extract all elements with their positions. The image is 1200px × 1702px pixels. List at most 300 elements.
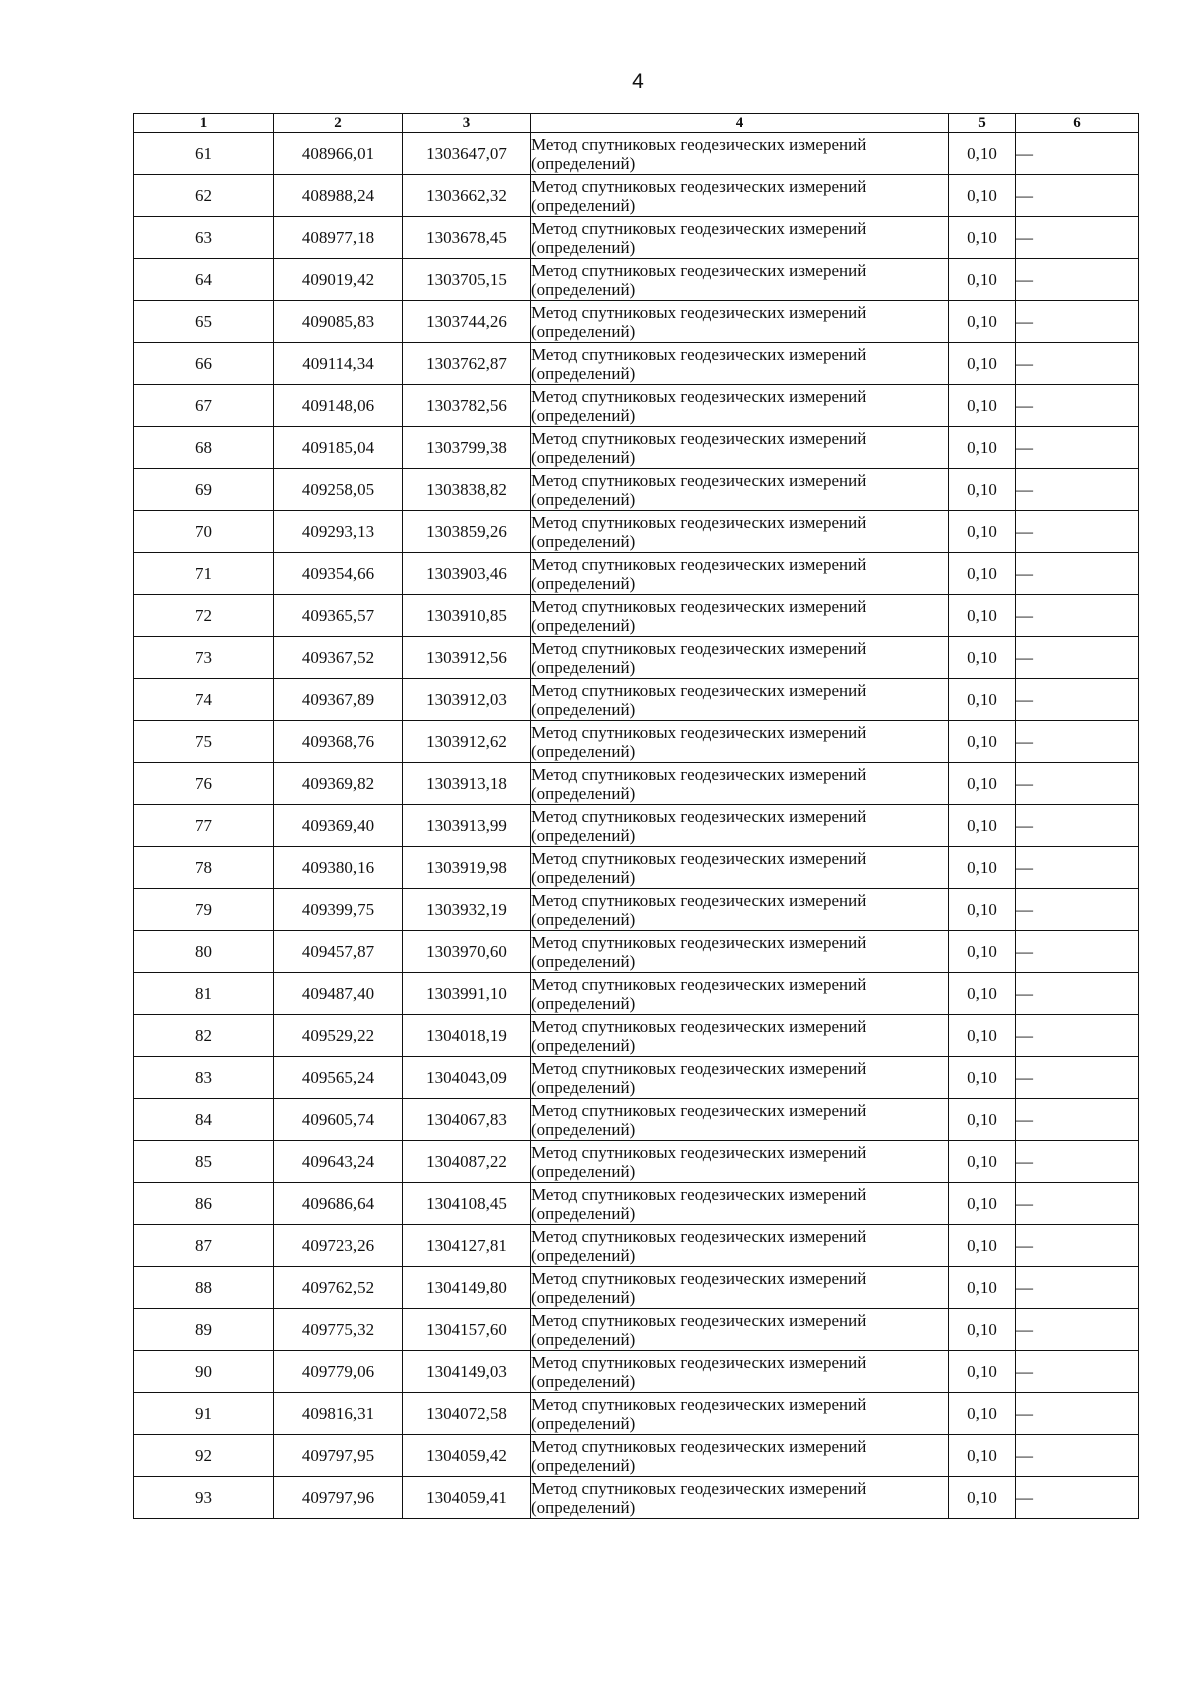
method-line: Метод спутниковых геодезических измерений — [531, 974, 867, 994]
method-cell — [531, 889, 949, 931]
x-coordinate-cell: 409529,22 — [274, 1015, 403, 1057]
note-cell: — — [1016, 637, 1139, 679]
x-coordinate-cell: 409367,52 — [274, 637, 403, 679]
accuracy-cell: 0,10 — [949, 133, 1016, 175]
y-coordinate-cell: 1303970,60 — [403, 931, 531, 973]
table-row — [134, 595, 1139, 637]
note-cell: — — [1016, 595, 1139, 637]
method-line: Метод спутниковых геодезических измерений — [531, 512, 867, 532]
note-cell: — — [1016, 763, 1139, 805]
method-line: Метод спутниковых геодезических измерений — [531, 806, 867, 826]
point-number-cell: 64 — [134, 259, 274, 301]
note-cell: — — [1016, 1477, 1139, 1519]
x-coordinate-cell: 409487,40 — [274, 973, 403, 1015]
method-cell — [531, 1309, 949, 1351]
table-row — [134, 805, 1139, 847]
y-coordinate-cell: 1304067,83 — [403, 1099, 531, 1141]
y-coordinate-cell: 1304157,60 — [403, 1309, 531, 1351]
table-row — [134, 133, 1139, 175]
method-line: (определений) — [531, 867, 636, 887]
y-coordinate-cell: 1303913,18 — [403, 763, 531, 805]
column-header-5: 5 — [949, 114, 1016, 133]
point-number-cell: 73 — [134, 637, 274, 679]
accuracy-cell: 0,10 — [949, 259, 1016, 301]
method-line: Метод спутниковых геодезических измерений — [531, 1142, 867, 1162]
y-coordinate-cell: 1303903,46 — [403, 553, 531, 595]
method-cell — [531, 385, 949, 427]
method-line: (определений) — [531, 1413, 636, 1433]
accuracy-cell: 0,10 — [949, 1225, 1016, 1267]
accuracy-cell: 0,10 — [949, 1057, 1016, 1099]
method-cell — [531, 1267, 949, 1309]
page-number: 4 — [632, 70, 644, 93]
table-row — [134, 1225, 1139, 1267]
table-row — [134, 1099, 1139, 1141]
method-cell — [531, 973, 949, 1015]
accuracy-cell: 0,10 — [949, 1099, 1016, 1141]
method-line: Метод спутниковых геодезических измерений — [531, 386, 867, 406]
y-coordinate-cell: 1303912,62 — [403, 721, 531, 763]
accuracy-cell: 0,10 — [949, 679, 1016, 721]
method-line: (определений) — [531, 531, 636, 551]
method-cell — [531, 217, 949, 259]
column-header-4: 4 — [531, 114, 949, 133]
method-line: Метод спутниковых геодезических измерений — [531, 932, 867, 952]
x-coordinate-cell: 409365,57 — [274, 595, 403, 637]
accuracy-cell: 0,10 — [949, 1309, 1016, 1351]
point-number-cell: 81 — [134, 973, 274, 1015]
note-cell: — — [1016, 175, 1139, 217]
method-line: Метод спутниковых геодезических измерений — [531, 1058, 867, 1078]
method-line: (определений) — [531, 153, 636, 173]
y-coordinate-cell: 1303912,03 — [403, 679, 531, 721]
x-coordinate-cell: 409399,75 — [274, 889, 403, 931]
accuracy-cell: 0,10 — [949, 805, 1016, 847]
point-number-cell: 86 — [134, 1183, 274, 1225]
method-cell — [531, 1393, 949, 1435]
note-cell: — — [1016, 1435, 1139, 1477]
accuracy-cell: 0,10 — [949, 931, 1016, 973]
note-cell: — — [1016, 217, 1139, 259]
point-number-cell: 71 — [134, 553, 274, 595]
table-row — [134, 469, 1139, 511]
method-line: Метод спутниковых геодезических измерений — [531, 1268, 867, 1288]
table-row — [134, 427, 1139, 469]
y-coordinate-cell: 1303782,56 — [403, 385, 531, 427]
method-cell — [531, 1477, 949, 1519]
method-line: (определений) — [531, 1119, 636, 1139]
point-number-cell: 65 — [134, 301, 274, 343]
method-line: (определений) — [531, 993, 636, 1013]
x-coordinate-cell: 409605,74 — [274, 1099, 403, 1141]
method-cell — [531, 511, 949, 553]
point-number-cell: 78 — [134, 847, 274, 889]
table-row — [134, 931, 1139, 973]
note-cell: — — [1016, 721, 1139, 763]
note-cell: — — [1016, 553, 1139, 595]
x-coordinate-cell: 408988,24 — [274, 175, 403, 217]
method-line: Метод спутниковых геодезических измерений — [531, 260, 867, 280]
x-coordinate-cell: 409565,24 — [274, 1057, 403, 1099]
point-number-cell: 76 — [134, 763, 274, 805]
method-line: Метод спутниковых геодезических измерений — [531, 638, 867, 658]
y-coordinate-cell: 1303912,56 — [403, 637, 531, 679]
point-number-cell: 70 — [134, 511, 274, 553]
y-coordinate-cell: 1303799,38 — [403, 427, 531, 469]
note-cell: — — [1016, 1057, 1139, 1099]
accuracy-cell: 0,10 — [949, 301, 1016, 343]
accuracy-cell: 0,10 — [949, 1393, 1016, 1435]
point-number-cell: 68 — [134, 427, 274, 469]
table-row — [134, 1267, 1139, 1309]
method-line: (определений) — [531, 615, 636, 635]
table-row — [134, 721, 1139, 763]
accuracy-cell: 0,10 — [949, 1183, 1016, 1225]
method-line: (определений) — [531, 447, 636, 467]
point-number-cell: 63 — [134, 217, 274, 259]
accuracy-cell: 0,10 — [949, 175, 1016, 217]
table-row — [134, 1015, 1139, 1057]
y-coordinate-cell: 1304018,19 — [403, 1015, 531, 1057]
x-coordinate-cell: 409775,32 — [274, 1309, 403, 1351]
y-coordinate-cell: 1303859,26 — [403, 511, 531, 553]
method-line: Метод спутниковых геодезических измерений — [531, 218, 867, 238]
method-cell — [531, 301, 949, 343]
note-cell: — — [1016, 889, 1139, 931]
x-coordinate-cell: 409085,83 — [274, 301, 403, 343]
method-line: (определений) — [531, 1455, 636, 1475]
table-row — [134, 1057, 1139, 1099]
method-line: Метод спутниковых геодезических измерений — [531, 1478, 867, 1498]
method-line: Метод спутниковых геодезических измерений — [531, 1184, 867, 1204]
method-line: (определений) — [531, 1161, 636, 1181]
method-cell — [531, 805, 949, 847]
method-line: Метод спутниковых геодезических измерений — [531, 1394, 867, 1414]
method-line: (определений) — [531, 1035, 636, 1055]
method-line: (определений) — [531, 1329, 636, 1349]
note-cell: — — [1016, 1141, 1139, 1183]
method-line: (определений) — [531, 699, 636, 719]
method-cell — [531, 1225, 949, 1267]
method-line: Метод спутниковых геодезических измерений — [531, 1310, 867, 1330]
table-row — [134, 889, 1139, 931]
note-cell: — — [1016, 1309, 1139, 1351]
method-line: Метод спутниковых геодезических измерений — [531, 1352, 867, 1372]
method-cell — [531, 1057, 949, 1099]
method-line: (определений) — [531, 657, 636, 677]
point-number-cell: 88 — [134, 1267, 274, 1309]
accuracy-cell: 0,10 — [949, 973, 1016, 1015]
method-cell — [531, 553, 949, 595]
method-line: Метод спутниковых геодезических измерений — [531, 596, 867, 616]
y-coordinate-cell: 1303913,99 — [403, 805, 531, 847]
method-line: Метод спутниковых геодезических измерений — [531, 1436, 867, 1456]
y-coordinate-cell: 1303838,82 — [403, 469, 531, 511]
method-line: (определений) — [531, 741, 636, 761]
table-row — [134, 385, 1139, 427]
table-row — [134, 1393, 1139, 1435]
table-row — [134, 1183, 1139, 1225]
method-line: (определений) — [531, 279, 636, 299]
x-coordinate-cell: 409368,76 — [274, 721, 403, 763]
method-line: (определений) — [531, 237, 636, 257]
note-cell: — — [1016, 1015, 1139, 1057]
x-coordinate-cell: 409380,16 — [274, 847, 403, 889]
accuracy-cell: 0,10 — [949, 847, 1016, 889]
note-cell: — — [1016, 1183, 1139, 1225]
method-line: Метод спутниковых геодезических измерений — [531, 344, 867, 364]
method-line: Метод спутниковых геодезических измерений — [531, 890, 867, 910]
point-number-cell: 72 — [134, 595, 274, 637]
method-cell — [531, 595, 949, 637]
accuracy-cell: 0,10 — [949, 427, 1016, 469]
point-number-cell: 87 — [134, 1225, 274, 1267]
x-coordinate-cell: 409293,13 — [274, 511, 403, 553]
method-line: (определений) — [531, 825, 636, 845]
method-cell — [531, 721, 949, 763]
method-line: Метод спутниковых геодезических измерений — [531, 764, 867, 784]
method-cell — [531, 133, 949, 175]
y-coordinate-cell: 1303910,85 — [403, 595, 531, 637]
accuracy-cell: 0,10 — [949, 511, 1016, 553]
method-cell — [531, 931, 949, 973]
note-cell: — — [1016, 973, 1139, 1015]
note-cell: — — [1016, 385, 1139, 427]
table-row — [134, 301, 1139, 343]
column-header-3: 3 — [403, 114, 531, 133]
point-number-cell: 74 — [134, 679, 274, 721]
point-number-cell: 66 — [134, 343, 274, 385]
accuracy-cell: 0,10 — [949, 721, 1016, 763]
y-coordinate-cell: 1304059,41 — [403, 1477, 531, 1519]
point-number-cell: 62 — [134, 175, 274, 217]
x-coordinate-cell: 409457,87 — [274, 931, 403, 973]
column-header-1: 1 — [134, 114, 274, 133]
y-coordinate-cell: 1303662,32 — [403, 175, 531, 217]
note-cell: — — [1016, 805, 1139, 847]
method-line: (определений) — [531, 489, 636, 509]
x-coordinate-cell: 409185,04 — [274, 427, 403, 469]
method-line: (определений) — [531, 573, 636, 593]
note-cell: — — [1016, 301, 1139, 343]
table-body — [134, 133, 1139, 1519]
x-coordinate-cell: 409762,52 — [274, 1267, 403, 1309]
table-row — [134, 511, 1139, 553]
table-row — [134, 1477, 1139, 1519]
point-number-cell: 80 — [134, 931, 274, 973]
x-coordinate-cell: 409258,05 — [274, 469, 403, 511]
y-coordinate-cell: 1304149,80 — [403, 1267, 531, 1309]
method-line: Метод спутниковых геодезических измерений — [531, 1100, 867, 1120]
x-coordinate-cell: 409367,89 — [274, 679, 403, 721]
accuracy-cell: 0,10 — [949, 1477, 1016, 1519]
table-row — [134, 763, 1139, 805]
method-line: (определений) — [531, 321, 636, 341]
method-line: Метод спутниковых геодезических измерений — [531, 1226, 867, 1246]
method-cell — [531, 679, 949, 721]
y-coordinate-cell: 1304127,81 — [403, 1225, 531, 1267]
method-line: Метод спутниковых геодезических измерений — [531, 848, 867, 868]
y-coordinate-cell: 1304087,22 — [403, 1141, 531, 1183]
accuracy-cell: 0,10 — [949, 1267, 1016, 1309]
method-line: Метод спутниковых геодезических измерений — [531, 722, 867, 742]
method-line: Метод спутниковых геодезических измерений — [531, 428, 867, 448]
table-row — [134, 553, 1139, 595]
table-row — [134, 343, 1139, 385]
note-cell: — — [1016, 259, 1139, 301]
x-coordinate-cell: 409797,96 — [274, 1477, 403, 1519]
method-cell — [531, 763, 949, 805]
method-cell — [531, 175, 949, 217]
y-coordinate-cell: 1303991,10 — [403, 973, 531, 1015]
x-coordinate-cell: 409354,66 — [274, 553, 403, 595]
method-line: Метод спутниковых геодезических измерений — [531, 176, 867, 196]
x-coordinate-cell: 409797,95 — [274, 1435, 403, 1477]
y-coordinate-cell: 1303647,07 — [403, 133, 531, 175]
method-line: Метод спутниковых геодезических измерений — [531, 470, 867, 490]
accuracy-cell: 0,10 — [949, 469, 1016, 511]
accuracy-cell: 0,10 — [949, 763, 1016, 805]
point-number-cell: 85 — [134, 1141, 274, 1183]
x-coordinate-cell: 409114,34 — [274, 343, 403, 385]
method-line: (определений) — [531, 1497, 636, 1517]
method-line: (определений) — [531, 363, 636, 383]
table-row — [134, 847, 1139, 889]
x-coordinate-cell: 408977,18 — [274, 217, 403, 259]
point-number-cell: 90 — [134, 1351, 274, 1393]
method-line: (определений) — [531, 1245, 636, 1265]
accuracy-cell: 0,10 — [949, 889, 1016, 931]
table-row — [134, 1141, 1139, 1183]
y-coordinate-cell: 1304108,45 — [403, 1183, 531, 1225]
method-line: (определений) — [531, 1371, 636, 1391]
point-number-cell: 82 — [134, 1015, 274, 1057]
note-cell: — — [1016, 1267, 1139, 1309]
note-cell: — — [1016, 931, 1139, 973]
coordinates-table — [133, 113, 1139, 1519]
y-coordinate-cell: 1304059,42 — [403, 1435, 531, 1477]
y-coordinate-cell: 1303744,26 — [403, 301, 531, 343]
accuracy-cell: 0,10 — [949, 1141, 1016, 1183]
note-cell: — — [1016, 1225, 1139, 1267]
table-row — [134, 175, 1139, 217]
method-cell — [531, 1435, 949, 1477]
table-row — [134, 1351, 1139, 1393]
table-row — [134, 1309, 1139, 1351]
accuracy-cell: 0,10 — [949, 385, 1016, 427]
accuracy-cell: 0,10 — [949, 1351, 1016, 1393]
point-number-cell: 83 — [134, 1057, 274, 1099]
x-coordinate-cell: 409686,64 — [274, 1183, 403, 1225]
x-coordinate-cell: 409148,06 — [274, 385, 403, 427]
method-line: Метод спутниковых геодезических измерений — [531, 680, 867, 700]
method-cell — [531, 1351, 949, 1393]
x-coordinate-cell: 409019,42 — [274, 259, 403, 301]
point-number-cell: 75 — [134, 721, 274, 763]
method-line: Метод спутниковых геодезических измерений — [531, 1016, 867, 1036]
point-number-cell: 84 — [134, 1099, 274, 1141]
point-number-cell: 92 — [134, 1435, 274, 1477]
y-coordinate-cell: 1303762,87 — [403, 343, 531, 385]
method-line: (определений) — [531, 1287, 636, 1307]
x-coordinate-cell: 409643,24 — [274, 1141, 403, 1183]
point-number-cell: 61 — [134, 133, 274, 175]
accuracy-cell: 0,10 — [949, 217, 1016, 259]
method-cell — [531, 427, 949, 469]
point-number-cell: 69 — [134, 469, 274, 511]
x-coordinate-cell: 409779,06 — [274, 1351, 403, 1393]
method-line: Метод спутниковых геодезических измерений — [531, 302, 867, 322]
accuracy-cell: 0,10 — [949, 553, 1016, 595]
note-cell: — — [1016, 427, 1139, 469]
note-cell: — — [1016, 679, 1139, 721]
method-cell — [531, 1141, 949, 1183]
x-coordinate-cell: 409816,31 — [274, 1393, 403, 1435]
point-number-cell: 89 — [134, 1309, 274, 1351]
accuracy-cell: 0,10 — [949, 1015, 1016, 1057]
method-line: (определений) — [531, 951, 636, 971]
table-row — [134, 637, 1139, 679]
method-cell — [531, 637, 949, 679]
note-cell: — — [1016, 1099, 1139, 1141]
y-coordinate-cell: 1303919,98 — [403, 847, 531, 889]
point-number-cell: 91 — [134, 1393, 274, 1435]
x-coordinate-cell: 408966,01 — [274, 133, 403, 175]
x-coordinate-cell: 409369,82 — [274, 763, 403, 805]
method-line: (определений) — [531, 909, 636, 929]
point-number-cell: 93 — [134, 1477, 274, 1519]
method-line: (определений) — [531, 1203, 636, 1223]
method-cell — [531, 469, 949, 511]
method-cell — [531, 343, 949, 385]
accuracy-cell: 0,10 — [949, 1435, 1016, 1477]
method-cell — [531, 847, 949, 889]
accuracy-cell: 0,10 — [949, 595, 1016, 637]
table-row — [134, 679, 1139, 721]
method-cell — [531, 1099, 949, 1141]
method-line: (определений) — [531, 783, 636, 803]
note-cell: — — [1016, 511, 1139, 553]
method-cell — [531, 259, 949, 301]
y-coordinate-cell: 1304043,09 — [403, 1057, 531, 1099]
note-cell: — — [1016, 469, 1139, 511]
table-row — [134, 217, 1139, 259]
y-coordinate-cell: 1304149,03 — [403, 1351, 531, 1393]
column-header-6: 6 — [1016, 114, 1139, 133]
note-cell: — — [1016, 847, 1139, 889]
note-cell: — — [1016, 343, 1139, 385]
table-row — [134, 259, 1139, 301]
method-cell — [531, 1183, 949, 1225]
x-coordinate-cell: 409369,40 — [274, 805, 403, 847]
column-header-2: 2 — [274, 114, 403, 133]
note-cell: — — [1016, 1351, 1139, 1393]
y-coordinate-cell: 1304072,58 — [403, 1393, 531, 1435]
note-cell: — — [1016, 1393, 1139, 1435]
method-line: Метод спутниковых геодезических измерений — [531, 554, 867, 574]
y-coordinate-cell: 1303678,45 — [403, 217, 531, 259]
point-number-cell: 67 — [134, 385, 274, 427]
table-row — [134, 1435, 1139, 1477]
method-line: Метод спутниковых геодезических измерений — [531, 134, 867, 154]
method-cell — [531, 1015, 949, 1057]
point-number-cell: 77 — [134, 805, 274, 847]
accuracy-cell: 0,10 — [949, 343, 1016, 385]
point-number-cell: 79 — [134, 889, 274, 931]
note-cell: — — [1016, 133, 1139, 175]
y-coordinate-cell: 1303705,15 — [403, 259, 531, 301]
method-line: (определений) — [531, 1077, 636, 1097]
